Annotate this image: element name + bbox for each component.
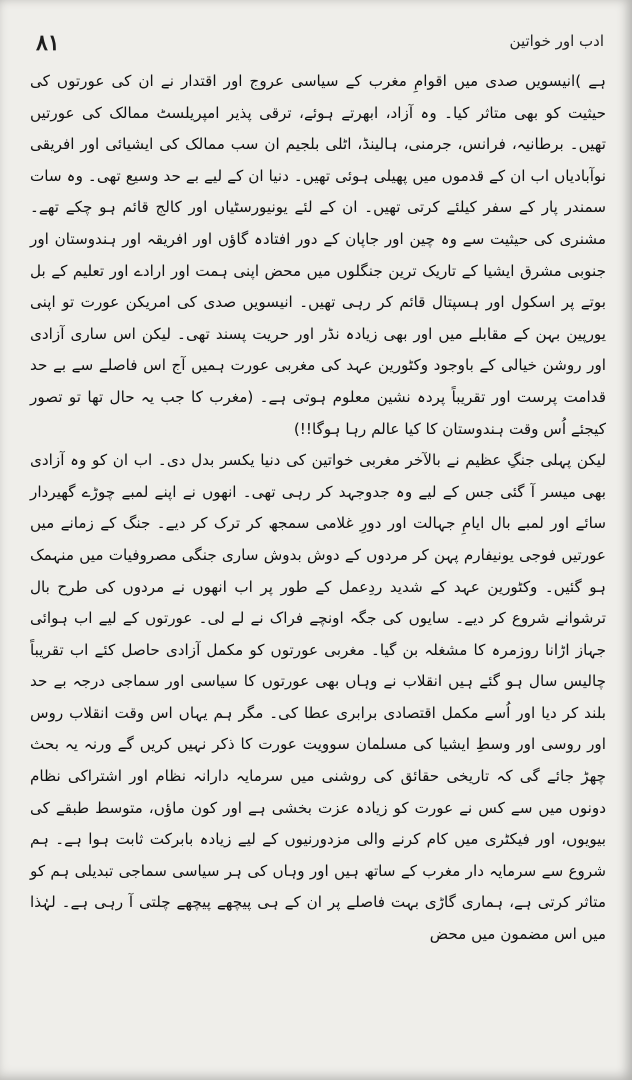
running-head: ادب اور خواتین <box>509 32 604 50</box>
paragraph: لیکن پہلی جنگِ عظیم نے بالآخر مغربی خواتین کی دنیا یکسر بدل دی۔ اب ان کو وہ آزادی بھی میسر آ گئی جس کے لیے وہ جدوجہد کر رہی تھی۔ انھوں نے اپنے لمبے چوڑے گھیردار سائے اور لمبے بال ایامِ جہالت اور دورِ غلامی سمجھ کر ترک کر دیے۔ جنگ کے زمانے میں عورتیں فوجی یونیفارم پہن کر مردوں کے دوش بدوش ساری جنگی مصروفیات میں منہمک ہو گئیں۔ وکٹورین عہد کے شدید ردِعمل کے طور پر اب انھوں نے مردوں کی طرح بال ترشوانے شروع کر دیے۔ سایوں کی جگہ اونچے فراک نے لے لی۔ عورتوں کے لیے اب ہوائی جہاز اڑانا روزمرہ کا مشغلہ بن گیا۔ مغربی عورتوں کو مکمل آزادی حاصل کئے اب تقریباً چالیس سال ہو گئے ہیں انقلاب نے وہاں بھی عورتوں کا سیاسی اور سماجی درجہ بے حد بلند کر دیا اور اُسے مکمل اقتصادی برابری عطا کی۔ مگر ہم یہاں اس وقت انقلاب روس اور روسی اور وسطِ ایشیا کی مسلمان سوویت عورت کا ذکر نہیں کریں گے ورنہ یہ بحث چھڑ جائے گی کہ تاریخی حقائق کی روشنی میں سرمایہ دارانہ نظام اور اشتراکی نظام دونوں میں سے کس نے عورت کو زیادہ عزت بخشی ہے اور کون ماؤں، متوسط طبقے کی بیویوں، اور فیکٹری میں کام کرنے والی مزدورنیوں کے لیے زیادہ بابرکت ثابت ہوا ہے۔ ہم شروع سے سرمایہ دار مغرب کے ساتھ ہیں اور وہاں کی ہر سیاسی سماجی تبدیلی ہم کو متاثر کرتی ہے، ہماری گاڑی بہت فاصلے پر ان کے ہی پیچھے پیچھے چلتی آ رہی ہے۔ لہٰذا میں اس مضمون میں محض <box>30 451 606 944</box>
article-body <box>30 66 606 951</box>
page-header <box>36 30 604 70</box>
page-number: ۸۱ <box>36 30 60 56</box>
paragraph: ہے )انیسویں صدی میں اقوامِ مغرب کے سیاسی عروج اور اقتدار نے ان کی عورتوں کی حیثیت کو بھی متاثر کیا۔ وہ آزاد، ابھرتے ہوئے، ترقی پذیر امپریلسٹ ممالک کی عورتیں تھیں۔ برطانیہ، فرانس، جرمنی، ہالینڈ، اٹلی بلجیم ان سب ممالک کی ایشیائی اور افریقی نوآبادیاں اب ان کے قدموں میں پھیلی ہوئی تھیں۔ دنیا ان کے لیے بے حد وسیع تھی۔ وہ سات سمندر پار کے سفر کیلئے کرتی تھیں۔ ان کے لئے یونیورسٹیاں اور کالج قائم ہو چکے تھے۔ مشنری کی حیثیت سے وہ چین اور جاپان کے دور افتادہ گاؤں اور افریقہ اور ہندوستان اور جنوبی مشرق ایشیا کے تاریک ترین جنگلوں میں محض اپنی ہمت اور ارادے اور تعلیم کے بل بوتے پر اسکول اور ہسپتال قائم کر رہی تھیں۔ انیسویں صدی کی امریکن عورت تو اپنی یورپین بہن کے مقابلے میں اور بھی زیادہ نڈر اور حریت پسند تھی۔ لیکن اس ساری آزادی اور روشن خیالی کے باوجود وکٹورین عہد کی مغربی عورت ہمیں آج اس فاصلے سے بے حد قدامت پرست اور تقریباً پردہ نشین معلوم ہوتی ہے۔ (مغرب کا جب یہ حال تھا تو تصور کیجئے اُس وقت ہندوستان کا کیا عالم رہا ہوگا!!) <box>30 72 606 438</box>
